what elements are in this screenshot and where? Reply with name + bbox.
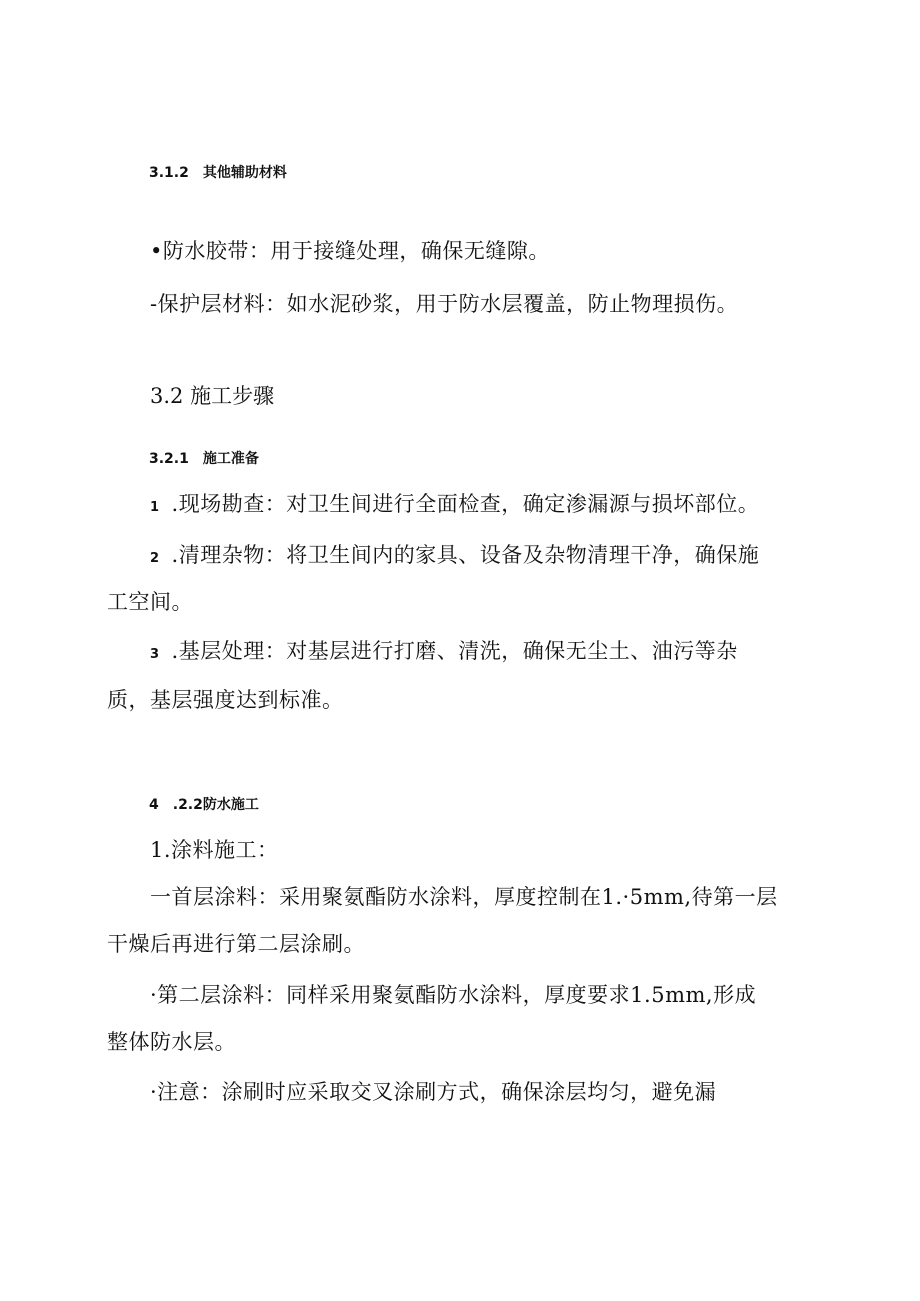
section-title: .2.2防水施工 — [172, 797, 259, 813]
step-number: 2 — [150, 551, 160, 566]
section-number: 4 — [149, 797, 159, 813]
step-item-3-continuation: 质，基层强度达到标准。 — [107, 688, 344, 712]
paragraph-first-coat-continuation: 干燥后再进行第二层涂刷。 — [107, 932, 365, 956]
section-heading-3-2: 3.2 施工步骤 — [150, 384, 275, 408]
bullet-item-waterproof-tape: •防水胶带：用于接缝处理，确保无缝隙。 — [150, 239, 550, 263]
section-heading-3-1-2 — [149, 166, 287, 180]
step-text: .现场勘查：对卫生间进行全面检查，确定渗漏源与损坏部位。 — [171, 492, 760, 516]
step-item-3 — [150, 641, 738, 662]
step-item-1 — [150, 494, 759, 515]
sub-heading-coating: 1.涂料施工： — [150, 838, 279, 862]
paragraph-first-coat: 一首层涂料：采用聚氨酯防水涂料，厚度控制在1.·5mm,待第一层 — [150, 885, 778, 909]
section-number: 3.1.2 — [149, 165, 189, 181]
section-title: 其他辅助材料 — [202, 165, 287, 181]
section-title: 施工准备 — [202, 451, 259, 467]
step-item-2 — [150, 545, 759, 566]
step-text: .清理杂物：将卫生间内的家具、设备及杂物清理干净，确保施 — [171, 543, 760, 567]
paragraph-note: ·注意：涂刷时应采取交叉涂刷方式，确保涂层均匀，避免漏 — [150, 1080, 717, 1104]
section-heading-3-2-1 — [149, 452, 259, 466]
step-text: .基层处理：对基层进行打磨、清洗，确保无尘土、油污等杂 — [171, 639, 738, 663]
paragraph-second-coat: ·第二层涂料：同样采用聚氨酯防水涂料，厚度要求1.5mm,形成 — [150, 983, 757, 1007]
step-number: 1 — [150, 500, 160, 515]
paragraph-second-coat-continuation: 整体防水层。 — [107, 1030, 236, 1054]
bullet-item-protective-layer: -保护层材料：如水泥砂浆，用于防水层覆盖，防止物理损伤。 — [150, 292, 739, 316]
section-number: 3.2.1 — [149, 451, 189, 467]
section-heading-4-2-2 — [149, 798, 259, 812]
step-item-2-continuation: 工空间。 — [107, 590, 193, 614]
step-number: 3 — [150, 647, 160, 662]
